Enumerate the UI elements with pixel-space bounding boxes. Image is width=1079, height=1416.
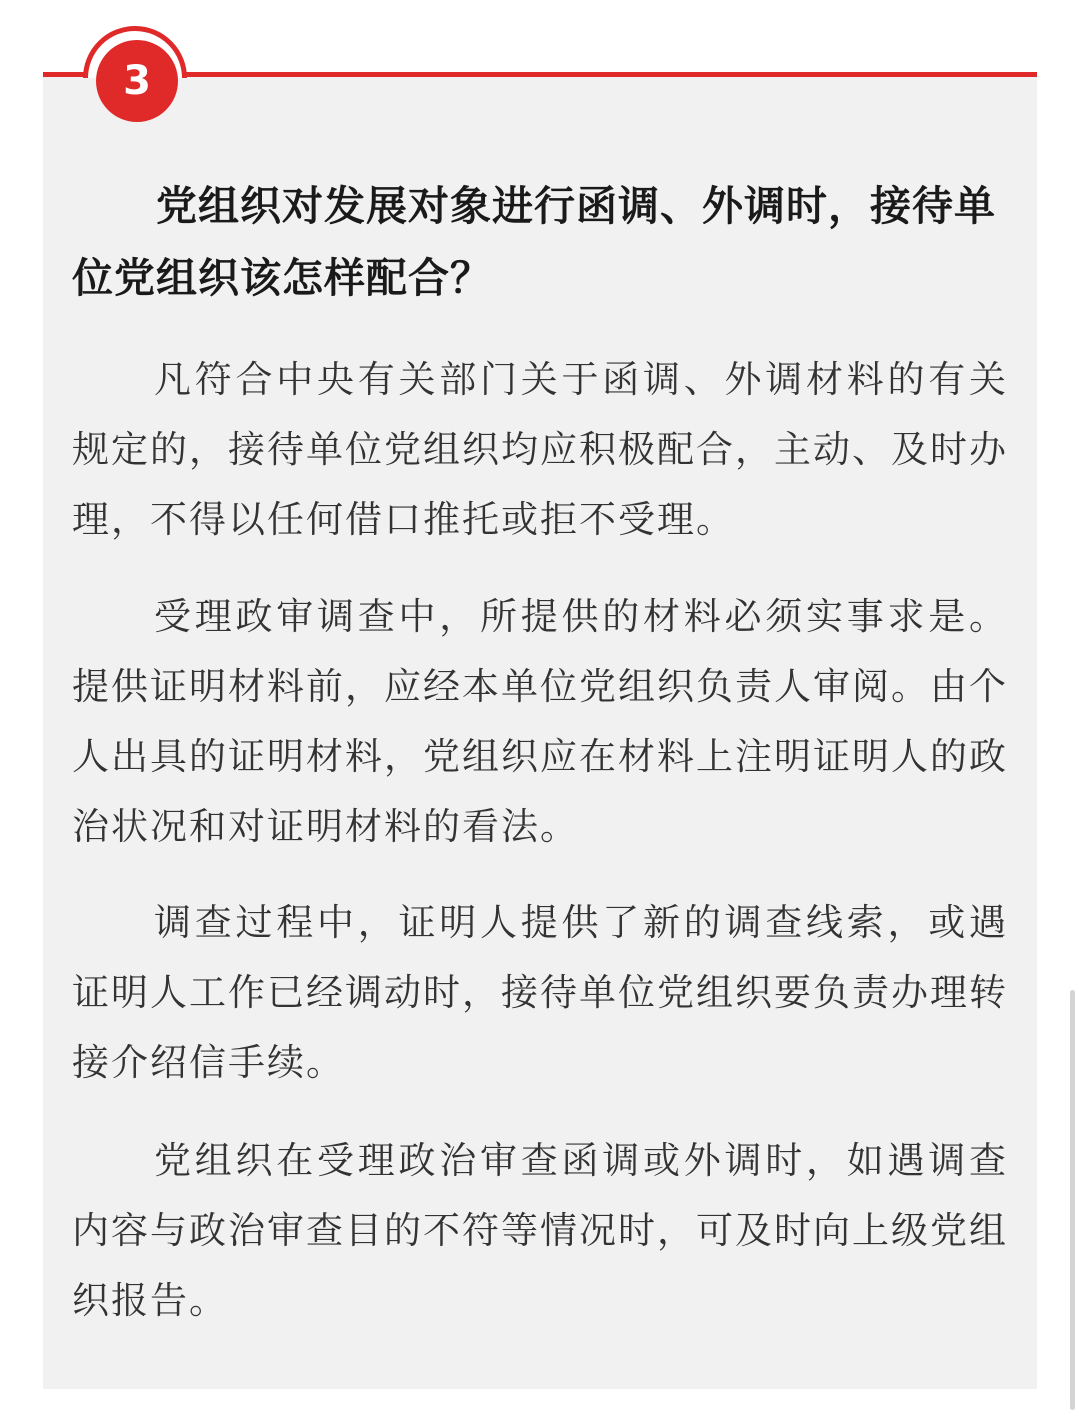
section-divider-line (43, 72, 1037, 77)
answer-paragraph-3: 调查过程中，证明人提供了新的调查线索，或遇证明人工作已经调动时，接待单位党组织要负责办理转接介绍信手续。 (72, 901, 1008, 1084)
answer-paragraph-2: 受理政审调查中，所提供的材料必须实事求是。提供证明材料前，应经本单位党组织负责人审阅。由个人出具的证明材料，党组织应在材料上注明证明人的政治状况和对证明材料的看法。 (72, 595, 1008, 848)
section-number-badge: 3 (96, 40, 178, 122)
answer-paragraph-1: 凡符合中央有关部门关于函调、外调材料的有关规定的，接待单位党组织均应积极配合，主动、及时办理，不得以任何借口推托或拒不受理。 (72, 358, 1008, 541)
question-heading: 党组织对发展对象进行函调、外调时，接待单位党组织该怎样配合？ (72, 182, 996, 302)
vertical-scrollbar[interactable] (1070, 990, 1075, 1410)
answer-paragraph-4: 党组织在受理政治审查函调或外调时，如遇调查内容与政治审查目的不符等情况时，可及时向上级党组织报告。 (72, 1139, 1008, 1322)
